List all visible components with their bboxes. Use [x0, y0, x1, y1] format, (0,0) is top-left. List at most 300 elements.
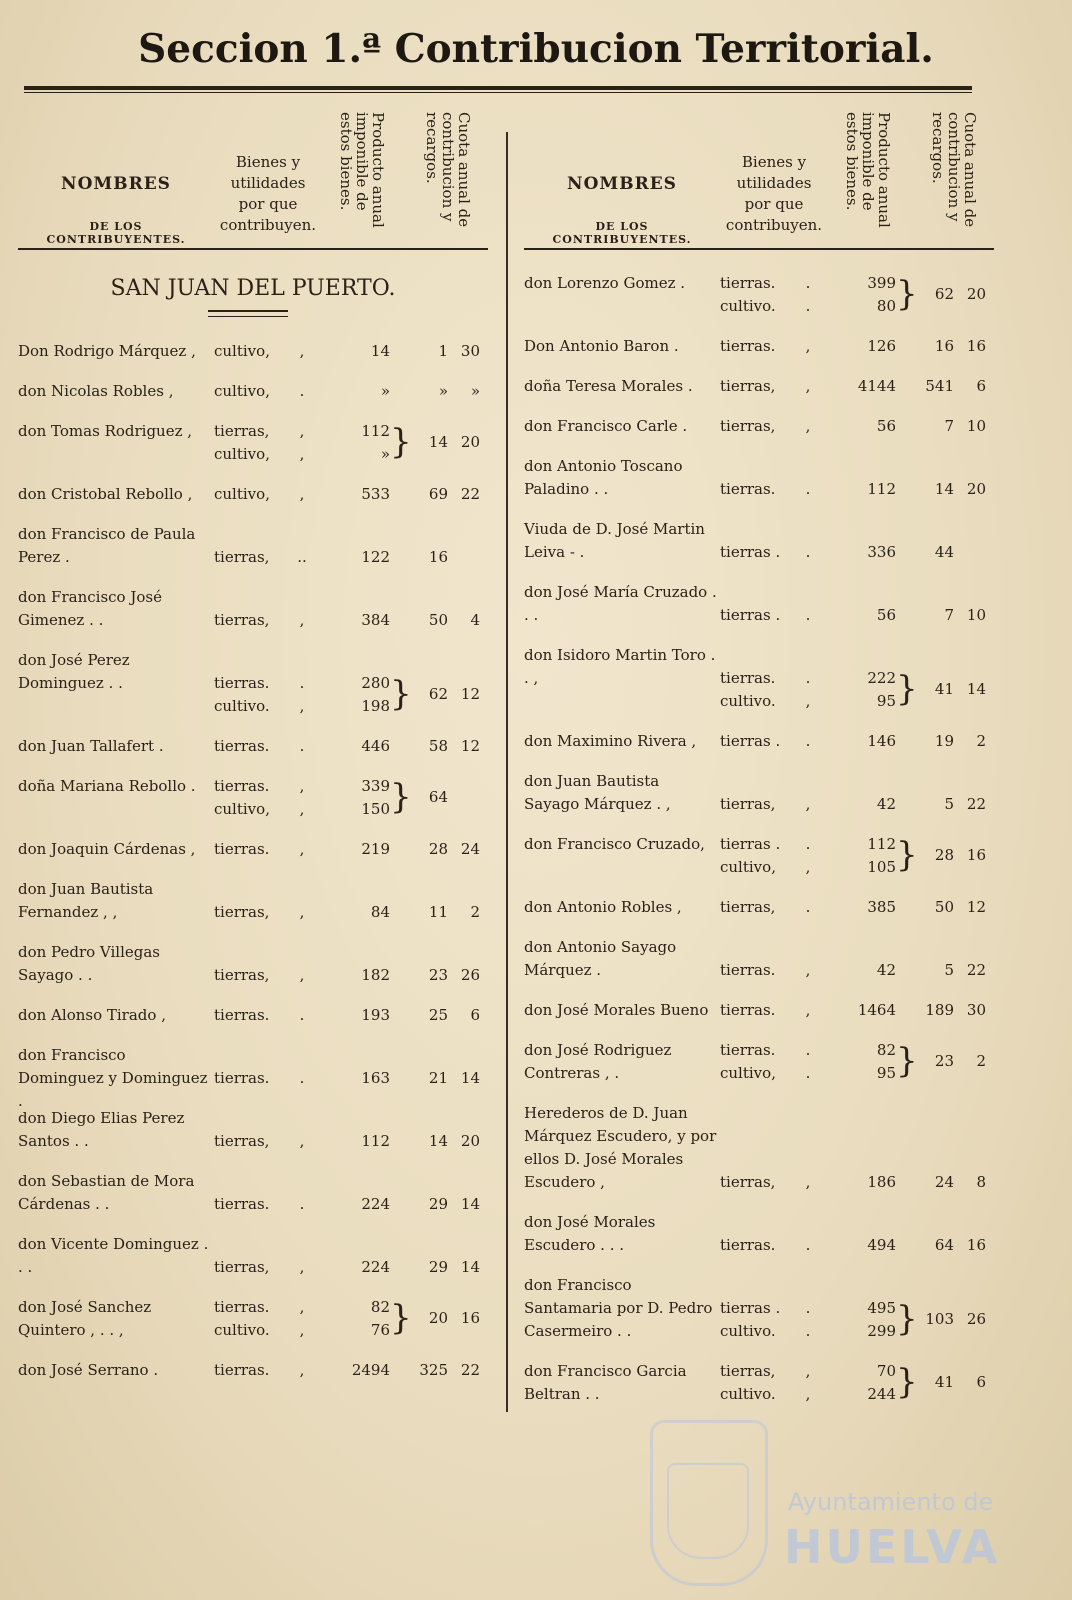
table-row [18, 775, 488, 821]
cuota-reales: 16 [934, 337, 954, 355]
town-heading: SAN JUAN DEL PUERTO. [110, 276, 396, 301]
bienes: tierras, [214, 611, 270, 629]
cuota-maravedis: » [470, 382, 480, 400]
producto-value: 494 [867, 1236, 896, 1254]
separator-mark: . [805, 732, 811, 750]
table-row [18, 420, 488, 466]
brace-mark: } [896, 1041, 918, 1081]
table-row [18, 1233, 488, 1279]
separator-mark: , [299, 611, 305, 629]
cuota-maravedis: 8 [976, 1173, 986, 1191]
contributor-name: don Sebastian de Mora Cárdenas . . [18, 1172, 195, 1213]
contributor-name: doña Teresa Morales . [524, 377, 693, 395]
bienes: tierras. [214, 1361, 270, 1379]
separator-mark: . [805, 274, 811, 292]
producto-value: 222 [867, 669, 896, 687]
cuota-maravedis: 22 [460, 485, 480, 503]
table-row [18, 1004, 488, 1027]
cuota-reales: 23 [428, 966, 448, 984]
table-row [524, 1102, 994, 1194]
title-rule-thin [24, 92, 972, 93]
bienes: tierras . [720, 606, 781, 624]
producto-value: 198 [361, 697, 390, 715]
cuota-maravedis: 22 [966, 961, 986, 979]
separator-mark: . [805, 1322, 811, 1340]
left-header [18, 100, 488, 252]
watermark-line1: Ayuntamiento de [788, 1488, 994, 1516]
header-producto: Producto anual imponible de estos bienes. [843, 112, 893, 228]
cuota-reales: 20 [428, 1309, 448, 1327]
header-cuota: Cuota anual de contribucion y recargos. [929, 112, 979, 228]
bienes: tierras. [720, 480, 776, 498]
cuota-maravedis: 20 [460, 433, 480, 451]
separator-mark: , [299, 1258, 305, 1276]
cuota-reales: 28 [428, 840, 448, 858]
bienes: tierras. [214, 737, 270, 755]
producto-value: 84 [370, 903, 390, 921]
separator-mark: , [299, 342, 305, 360]
producto-value: 4144 [857, 377, 896, 395]
cuota-maravedis: 12 [460, 737, 480, 755]
producto-value: 219 [361, 840, 390, 858]
producto-value: 146 [867, 732, 896, 750]
cuota-reales: 7 [944, 417, 954, 435]
producto-value: 533 [361, 485, 390, 503]
producto-value: 80 [876, 297, 896, 315]
contributor-name: don Vicente Dominguez . . . [18, 1235, 209, 1276]
contributor-name: don Francisco Cruzado, [524, 835, 705, 853]
bienes: tierras, [214, 1258, 270, 1276]
table-row [524, 833, 994, 879]
contributor-name: don Francisco Santamaria por D. Pedro Casermeiro . . [524, 1276, 713, 1340]
separator-mark: , [299, 1361, 305, 1379]
cuota-reales: 14 [428, 1132, 448, 1150]
contributor-name: don Antonio Robles , [524, 898, 682, 916]
cuota-reales: 64 [934, 1236, 954, 1254]
producto-value: 95 [876, 692, 896, 710]
producto-value: 299 [867, 1322, 896, 1340]
contributor-name: don José Rodriguez Contreras , . [524, 1041, 672, 1082]
header-names [18, 174, 214, 246]
cuota-reales: 16 [428, 548, 448, 566]
contributor-name: don Francisco Dominguez y Dominguez . [18, 1046, 208, 1110]
bienes: cultivo, [214, 445, 270, 463]
producto-value: 42 [876, 961, 896, 979]
cuota-maravedis: 16 [966, 337, 986, 355]
cuota-maravedis: 16 [460, 1309, 480, 1327]
bienes: tierras, [720, 1362, 776, 1380]
right-column [524, 100, 994, 1430]
cuota-maravedis: 12 [966, 898, 986, 916]
separator-mark: , [805, 961, 811, 979]
cuota-reales: 25 [428, 1006, 448, 1024]
separator-mark: .. [297, 548, 307, 566]
producto-value: 150 [361, 800, 390, 818]
producto-value: 112 [867, 835, 896, 853]
bienes: cultivo. [214, 1321, 270, 1339]
producto-value: » [380, 382, 390, 400]
coat-of-arms-watermark-icon [650, 1420, 768, 1586]
table-row [524, 1211, 994, 1257]
separator-mark: , [299, 903, 305, 921]
bienes: tierras, [214, 966, 270, 984]
cuota-reales: » [438, 382, 448, 400]
cuota-reales: 24 [934, 1173, 954, 1191]
bienes: tierras. [214, 777, 270, 795]
producto-value: 112 [867, 480, 896, 498]
table-row [524, 1274, 994, 1343]
cuota-reales: 28 [934, 846, 954, 864]
bienes: tierras. [214, 1069, 270, 1087]
table-row [524, 335, 994, 358]
contributor-name: don Juan Bautista Sayago Márquez . , [524, 772, 671, 813]
table-row [18, 878, 488, 924]
bienes: tierras. [720, 1001, 776, 1019]
producto-value: 56 [876, 417, 896, 435]
cuota-reales: 7 [944, 606, 954, 624]
bienes: cultivo, [214, 800, 270, 818]
separator-mark: , [805, 337, 811, 355]
separator-mark: , [805, 1385, 811, 1403]
producto-value: » [380, 445, 390, 463]
cuota-reales: 29 [428, 1195, 448, 1213]
header-names [524, 174, 720, 246]
bienes: tierras. [214, 840, 270, 858]
separator-mark: . [299, 674, 305, 692]
contributor-name: don Cristobal Rebollo , [18, 485, 193, 503]
header-rule [524, 248, 994, 250]
table-row [18, 483, 488, 506]
contributor-name: don José María Cruzado . . . [524, 583, 717, 624]
contributor-name: don Pedro Villegas Sayago . . [18, 943, 161, 984]
separator-mark: . [805, 480, 811, 498]
cuota-reales: 23 [934, 1052, 954, 1070]
separator-mark: , [299, 966, 305, 984]
bienes: tierras, [720, 377, 776, 395]
table-row [524, 518, 994, 564]
table-row [18, 523, 488, 569]
table-row [524, 936, 994, 982]
left-column [18, 100, 488, 1430]
producto-value: 105 [867, 858, 896, 876]
table-row [18, 838, 488, 861]
separator-mark: . [805, 606, 811, 624]
town-ornament [208, 310, 288, 317]
table-row [524, 1360, 994, 1406]
separator-mark: , [299, 1321, 305, 1339]
bienes: tierras. [720, 337, 776, 355]
separator-mark: . [805, 835, 811, 853]
bienes: tierras . [720, 543, 781, 561]
cuota-reales: 19 [934, 732, 954, 750]
cuota-maravedis: 4 [470, 611, 480, 629]
cuota-maravedis: 26 [966, 1310, 986, 1328]
bienes: cultivo. [720, 1322, 776, 1340]
table-row [18, 1296, 488, 1342]
cuota-maravedis: 14 [460, 1195, 480, 1213]
table-row [524, 415, 994, 438]
bienes: cultivo, [214, 342, 270, 360]
bienes: tierras. [720, 274, 776, 292]
producto-value: 244 [867, 1385, 896, 1403]
cuota-maravedis: 20 [966, 480, 986, 498]
bienes: tierras. [720, 1236, 776, 1254]
separator-mark: , [299, 840, 305, 858]
bienes: tierras. [720, 961, 776, 979]
bienes: cultivo, [720, 858, 776, 876]
contributor-name: don José Perez Dominguez . . [18, 651, 130, 692]
bienes: cultivo. [720, 1385, 776, 1403]
contributor-name: doña Mariana Rebollo . [18, 777, 196, 795]
table-row [18, 1170, 488, 1216]
cuota-reales: 62 [934, 285, 954, 303]
separator-mark: , [805, 377, 811, 395]
separator-mark: . [805, 669, 811, 687]
cuota-maravedis: 30 [966, 1001, 986, 1019]
contributor-name: don Juan Tallafert . [18, 737, 164, 755]
contributor-name: don Nicolas Robles , [18, 382, 174, 400]
bienes: cultivo, [720, 1064, 776, 1082]
producto-value: 186 [867, 1173, 896, 1191]
separator-mark: , [299, 800, 305, 818]
contributor-name: Don Rodrigo Márquez , [18, 342, 196, 360]
cuota-maravedis: 16 [966, 846, 986, 864]
brace-mark: } [390, 674, 412, 714]
page-title: Seccion 1.ª Contribucion Territorial. [138, 26, 934, 72]
table-row [524, 1039, 994, 1085]
cuota-reales: 29 [428, 1258, 448, 1276]
table-row [18, 735, 488, 758]
header-rule [18, 248, 488, 250]
cuota-reales: 325 [419, 1361, 448, 1379]
separator-mark: , [299, 1298, 305, 1316]
producto-value: 82 [876, 1041, 896, 1059]
bienes: tierras . [720, 1299, 781, 1317]
separator-mark: , [299, 1132, 305, 1150]
producto-value: 1464 [857, 1001, 896, 1019]
cuota-reales: 41 [934, 680, 954, 698]
separator-mark: . [299, 382, 305, 400]
cuota-maravedis: 20 [460, 1132, 480, 1150]
shield-icon [667, 1463, 749, 1559]
bienes: tierras. [720, 669, 776, 687]
bienes: tierras . [720, 732, 781, 750]
separator-mark: , [805, 692, 811, 710]
contributor-name: Don Antonio Baron . [524, 337, 679, 355]
cuota-reales: 14 [428, 433, 448, 451]
separator-mark: , [805, 417, 811, 435]
bienes: cultivo, [214, 485, 270, 503]
contributor-name: don Francisco José Gimenez . . [18, 588, 162, 629]
title-rule [24, 86, 972, 90]
bienes: cultivo, [214, 382, 270, 400]
contributor-name: don Lorenzo Gomez . [524, 274, 686, 292]
brace-mark: } [896, 1362, 918, 1402]
contributor-name: don Juan Bautista Fernandez , , [18, 880, 154, 921]
contributor-name: Herederos de D. Juan Márquez Escudero, y por ellos D. José Morales Escudero , [524, 1104, 717, 1191]
cuota-reales: 21 [428, 1069, 448, 1087]
separator-mark: . [805, 1236, 811, 1254]
separator-mark: . [299, 1195, 305, 1213]
bienes: tierras. [214, 674, 270, 692]
header-names-bottom: DE LOS CONTRIBUYENTES. [46, 220, 186, 246]
table-row [18, 1359, 488, 1382]
header-cuota: Cuota anual de contribucion y recargos. [423, 112, 473, 228]
producto-value: 76 [370, 1321, 390, 1339]
column-divider [506, 132, 508, 1412]
cuota-maravedis: 22 [460, 1361, 480, 1379]
producto-value: 446 [361, 737, 390, 755]
header-bienes: Bienes y utilidades por que contribuyen. [725, 153, 823, 234]
separator-mark: , [805, 1362, 811, 1380]
table-row [524, 272, 994, 318]
separator-mark: , [805, 1173, 811, 1191]
producto-value: 82 [370, 1298, 390, 1316]
brace-mark: } [390, 777, 412, 817]
right-header [524, 100, 994, 252]
contributor-name: don Francisco Carle . [524, 417, 688, 435]
table-row [18, 1107, 488, 1153]
separator-mark: . [805, 297, 811, 315]
header-names-bottom: DE LOS CONTRIBUYENTES. [552, 220, 692, 246]
header-producto: Producto anual imponible de estos bienes. [337, 112, 387, 228]
producto-value: 399 [867, 274, 896, 292]
cuota-maravedis: 6 [976, 1373, 986, 1391]
contributor-name: Viuda de D. José Martin Leiva - . [524, 520, 705, 561]
cuota-reales: 103 [925, 1310, 954, 1328]
producto-value: 336 [867, 543, 896, 561]
cuota-reales: 41 [934, 1373, 954, 1391]
bienes: tierras. [214, 1195, 270, 1213]
bienes: tierras. [720, 1041, 776, 1059]
cuota-reales: 11 [428, 903, 448, 921]
table-row [524, 375, 994, 398]
contributor-name: don Antonio Toscano Paladino . . [524, 457, 683, 498]
cuota-maravedis: 20 [966, 285, 986, 303]
header-bienes: Bienes y utilidades por que contribuyen. [219, 153, 317, 234]
table-row [524, 455, 994, 501]
separator-mark: , [299, 422, 305, 440]
cuota-reales: 5 [944, 961, 954, 979]
separator-mark: , [299, 697, 305, 715]
cuota-maravedis: 12 [460, 685, 480, 703]
table-row [18, 340, 488, 363]
producto-value: 70 [876, 1362, 896, 1380]
producto-value: 112 [361, 422, 390, 440]
cuota-maravedis: 16 [966, 1236, 986, 1254]
table-row [524, 644, 994, 713]
table-row [524, 581, 994, 627]
table-row [524, 999, 994, 1022]
separator-mark: . [805, 1064, 811, 1082]
producto-value: 42 [876, 795, 896, 813]
table-row [524, 770, 994, 816]
bienes: cultivo. [214, 697, 270, 715]
producto-value: 339 [361, 777, 390, 795]
cuota-maravedis: 14 [460, 1069, 480, 1087]
bienes: tierras, [720, 417, 776, 435]
producto-value: 182 [361, 966, 390, 984]
cuota-maravedis: 10 [966, 606, 986, 624]
producto-value: 224 [361, 1195, 390, 1213]
separator-mark: , [805, 858, 811, 876]
cuota-reales: 50 [934, 898, 954, 916]
contributor-name: don Francisco de Paula Perez . [18, 525, 196, 566]
cuota-maravedis: 10 [966, 417, 986, 435]
bienes: tierras, [214, 1132, 270, 1150]
producto-value: 495 [867, 1299, 896, 1317]
separator-mark: . [805, 1299, 811, 1317]
separator-mark: , [805, 1001, 811, 1019]
contributor-name: don Alonso Tirado , [18, 1006, 166, 1024]
cuota-reales: 62 [428, 685, 448, 703]
separator-mark: . [805, 1041, 811, 1059]
cuota-reales: 1 [438, 342, 448, 360]
cuota-reales: 69 [428, 485, 448, 503]
table-row [18, 586, 488, 632]
bienes: tierras, [720, 795, 776, 813]
table-row [524, 730, 994, 753]
contributor-name: don José Sanchez Quintero , . . , [18, 1298, 152, 1339]
contributor-name: don Antonio Sayago Márquez . [524, 938, 677, 979]
bienes: tierras, [214, 548, 270, 566]
separator-mark: . [805, 898, 811, 916]
table-row [18, 380, 488, 403]
brace-mark: } [896, 274, 918, 314]
cuota-maravedis: 30 [460, 342, 480, 360]
cuota-reales: 189 [925, 1001, 954, 1019]
producto-value: 126 [867, 337, 896, 355]
brace-mark: } [390, 1298, 412, 1338]
bienes: tierras . [720, 835, 781, 853]
table-row [18, 649, 488, 718]
separator-mark: , [299, 777, 305, 795]
separator-mark: , [299, 445, 305, 463]
cuota-maravedis: 2 [976, 732, 986, 750]
cuota-reales: 44 [934, 543, 954, 561]
cuota-maravedis: 24 [460, 840, 480, 858]
contributor-name: don Maximino Rivera , [524, 732, 697, 750]
separator-mark: . [299, 1069, 305, 1087]
separator-mark: . [805, 543, 811, 561]
producto-value: 14 [370, 342, 390, 360]
producto-value: 280 [361, 674, 390, 692]
bienes: cultivo. [720, 297, 776, 315]
producto-value: 163 [361, 1069, 390, 1087]
table-row [524, 896, 994, 919]
cuota-maravedis: 6 [976, 377, 986, 395]
contributor-name: don Diego Elias Perez Santos . . [18, 1109, 185, 1150]
brace-mark: } [390, 422, 412, 462]
contributor-name: don Isidoro Martin Toro . . , [524, 646, 716, 687]
producto-value: 95 [876, 1064, 896, 1082]
producto-value: 112 [361, 1132, 390, 1150]
cuota-reales: 50 [428, 611, 448, 629]
bienes: cultivo. [720, 692, 776, 710]
producto-value: 385 [867, 898, 896, 916]
producto-value: 384 [361, 611, 390, 629]
contributor-name: don José Serrano . [18, 1361, 159, 1379]
cuota-maravedis: 14 [966, 680, 986, 698]
bienes: tierras, [720, 1173, 776, 1191]
separator-mark: , [805, 795, 811, 813]
brace-mark: } [896, 669, 918, 709]
bienes: tierras, [720, 898, 776, 916]
bienes: tierras, [214, 903, 270, 921]
bienes: tierras. [214, 1006, 270, 1024]
producto-value: 193 [361, 1006, 390, 1024]
header-names-top: NOMBRES [567, 174, 677, 194]
